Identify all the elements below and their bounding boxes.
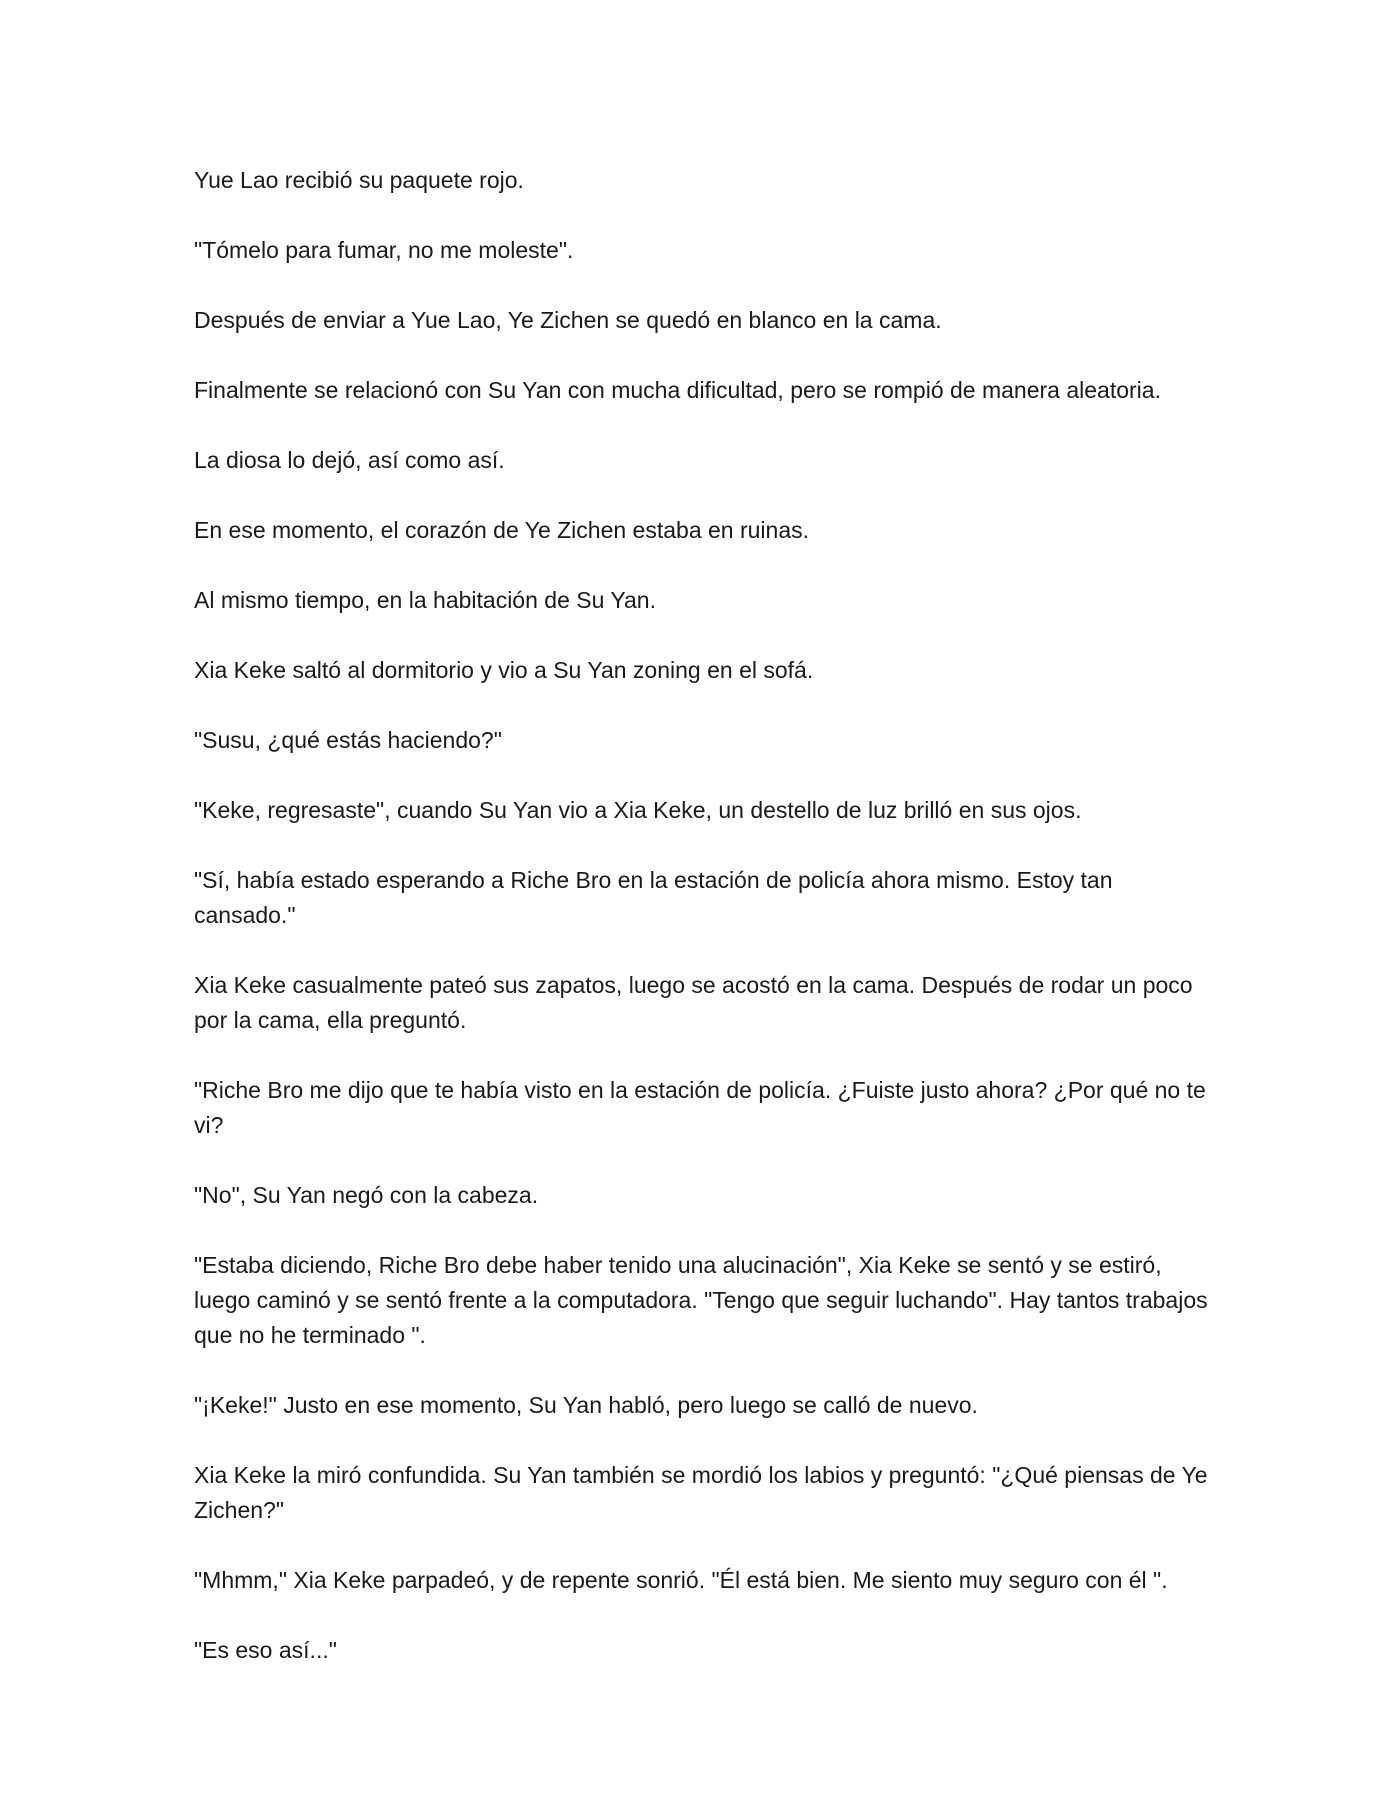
paragraph: Xia Keke saltó al dormitorio y vio a Su Yan zoning en el sofá. (194, 657, 814, 683)
paragraph: "Estaba diciendo, Riche Bro debe haber tenido una alucinación", Xia Keke se sentó y se estiró, luego caminó y se sentó frente a la computadora. "Tengo que seguir luchando". Hay tantos trabajos que no he terminado ". (194, 1252, 1208, 1348)
paragraph: Xia Keke la miró confundida. Su Yan también se mordió los labios y preguntó: "¿Qué piensas de Ye Zichen?" (194, 1462, 1208, 1523)
paragraph: "No", Su Yan negó con la cabeza. (194, 1182, 539, 1208)
paragraph: "Susu, ¿qué estás haciendo?" (194, 727, 502, 753)
paragraph: "¡Keke!" Justo en ese momento, Su Yan habló, pero luego se calló de nuevo. (194, 1392, 978, 1418)
paragraph: En ese momento, el corazón de Ye Zichen estaba en ruinas. (194, 517, 810, 543)
paragraph: Al mismo tiempo, en la habitación de Su Yan. (194, 587, 656, 613)
paragraph: "Riche Bro me dijo que te había visto en la estación de policía. ¿Fuiste justo ahora? ¿Por qué no te vi? (194, 1077, 1206, 1138)
paragraph: "Es eso así..." (194, 1637, 337, 1663)
paragraph: "Mhmm," Xia Keke parpadeó, y de repente sonrió. "Él está bien. Me siento muy seguro con él ". (194, 1567, 1168, 1593)
paragraph: "Keke, regresaste", cuando Su Yan vio a Xia Keke, un destello de luz brilló en sus ojos. (194, 797, 1082, 823)
paragraph: Yue Lao recibió su paquete rojo. (194, 167, 524, 193)
paragraph: "Sí, había estado esperando a Riche Bro en la estación de policía ahora mismo. Estoy tan cansado." (194, 867, 1113, 928)
paragraph: Después de enviar a Yue Lao, Ye Zichen se quedó en blanco en la cama. (194, 307, 942, 333)
paragraph: Xia Keke casualmente pateó sus zapatos, luego se acostó en la cama. Después de rodar un poco por la cama, ella preguntó. (194, 972, 1193, 1033)
paragraph: "Tómelo para fumar, no me moleste". (194, 237, 574, 263)
paragraph: Finalmente se relacionó con Su Yan con mucha dificultad, pero se rompió de manera aleatoria. (194, 377, 1161, 403)
document-body (194, 163, 1214, 1703)
paragraph: La diosa lo dejó, así como así. (194, 447, 505, 473)
